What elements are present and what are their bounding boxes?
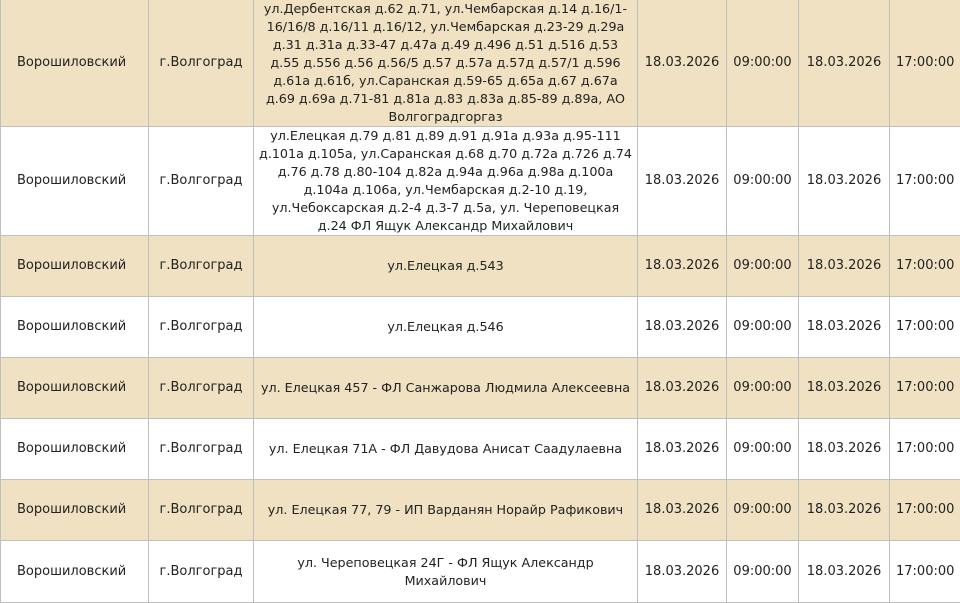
city-cell: г.Волгоград [149, 127, 254, 236]
table-row [1, 297, 960, 358]
start-time-cell: 09:00:00 [727, 358, 799, 419]
start-time-cell: 09:00:00 [727, 480, 799, 541]
address-cell: ул.Елецкая д.543 [254, 236, 638, 297]
end-date-cell: 18.03.2026 [799, 0, 890, 127]
end-time-cell: 17:00:00 [890, 236, 960, 297]
district-cell: Ворошиловский [1, 297, 149, 358]
address-cell: ул. Елецкая 457 - ФЛ Санжарова Людмила Алексеевна [254, 358, 638, 419]
end-date-cell: 18.03.2026 [799, 236, 890, 297]
table-row [1, 480, 960, 541]
end-date-cell: 18.03.2026 [799, 419, 890, 480]
start-time-cell: 09:00:00 [727, 127, 799, 236]
start-date-cell: 18.03.2026 [638, 419, 727, 480]
start-time-cell: 09:00:00 [727, 541, 799, 603]
address-cell: ул.Елецкая д.79 д.81 д.89 д.91 д.91а д.93а д.95-111 д.101а д.105а, ул.Саранская д.68 д.70 д.72а д.726 д.74 д.76 д.78 д.80-104 д.82а д.94а д.96а д.98а д.100а д.104а д.106а, ул.Чембарская д.2-10 д.19, ул.Чебоксарская д.2-4 д.3-7 д.5а, ул. Череповецкая д.24 ФЛ Ящук Александр Михайлович [254, 127, 638, 236]
start-date-cell: 18.03.2026 [638, 358, 727, 419]
city-cell: г.Волгоград [149, 419, 254, 480]
end-time-cell: 17:00:00 [890, 0, 960, 127]
end-date-cell: 18.03.2026 [799, 480, 890, 541]
end-time-cell: 17:00:00 [890, 541, 960, 603]
start-time-cell: 09:00:00 [727, 236, 799, 297]
table-row [1, 358, 960, 419]
start-date-cell: 18.03.2026 [638, 541, 727, 603]
address-cell: ул. Череповецкая 24Г - ФЛ Ящук Александр Михайлович [254, 541, 638, 603]
end-time-cell: 17:00:00 [890, 480, 960, 541]
table-row [1, 0, 960, 127]
table-row [1, 236, 960, 297]
city-cell: г.Волгоград [149, 541, 254, 603]
city-cell: г.Волгоград [149, 297, 254, 358]
district-cell: Ворошиловский [1, 480, 149, 541]
end-date-cell: 18.03.2026 [799, 541, 890, 603]
start-date-cell: 18.03.2026 [638, 480, 727, 541]
end-date-cell: 18.03.2026 [799, 127, 890, 236]
table-row [1, 541, 960, 603]
table-row [1, 419, 960, 480]
district-cell: Ворошиловский [1, 127, 149, 236]
city-cell: г.Волгоград [149, 358, 254, 419]
address-cell: ул. Елецкая 71А - ФЛ Давудова Анисат Саадулаевна [254, 419, 638, 480]
district-cell: Ворошиловский [1, 358, 149, 419]
end-time-cell: 17:00:00 [890, 127, 960, 236]
end-time-cell: 17:00:00 [890, 297, 960, 358]
address-cell: ул.Елецкая д.546 [254, 297, 638, 358]
end-date-cell: 18.03.2026 [799, 297, 890, 358]
start-time-cell: 09:00:00 [727, 419, 799, 480]
start-date-cell: 18.03.2026 [638, 0, 727, 127]
start-time-cell: 09:00:00 [727, 0, 799, 127]
district-cell: Ворошиловский [1, 0, 149, 127]
city-cell: г.Волгоград [149, 0, 254, 127]
address-cell: ул.Дербентская д.62 д.71, ул.Чембарская д.14 д.16/1-16/16/8 д.16/11 д.16/12, ул.Чембарская д.23-29 д.29а д.31 д.31а д.33-47 д.47а д.49 д.496 д.51 д.516 д.53 д.55 д.556 д.56 д.56/5 д.57 д.57а д.57д д.57/1 д.596 д.61а д.61б, ул.Саранская д.59-65 д.65а д.67 д.67а д.69 д.69а д.71-81 д.81а д.83 д.83а д.85-89 д.89а, АО Волгоградгоргаз [254, 0, 638, 127]
district-cell: Ворошиловский [1, 541, 149, 603]
table-row [1, 127, 960, 236]
start-date-cell: 18.03.2026 [638, 127, 727, 236]
city-cell: г.Волгоград [149, 236, 254, 297]
district-cell: Ворошиловский [1, 236, 149, 297]
end-time-cell: 17:00:00 [890, 419, 960, 480]
city-cell: г.Волгоград [149, 480, 254, 541]
address-cell: ул. Елецкая 77, 79 - ИП Варданян Норайр Рафикович [254, 480, 638, 541]
start-time-cell: 09:00:00 [727, 297, 799, 358]
start-date-cell: 18.03.2026 [638, 236, 727, 297]
end-time-cell: 17:00:00 [890, 358, 960, 419]
end-date-cell: 18.03.2026 [799, 358, 890, 419]
district-cell: Ворошиловский [1, 419, 149, 480]
start-date-cell: 18.03.2026 [638, 297, 727, 358]
